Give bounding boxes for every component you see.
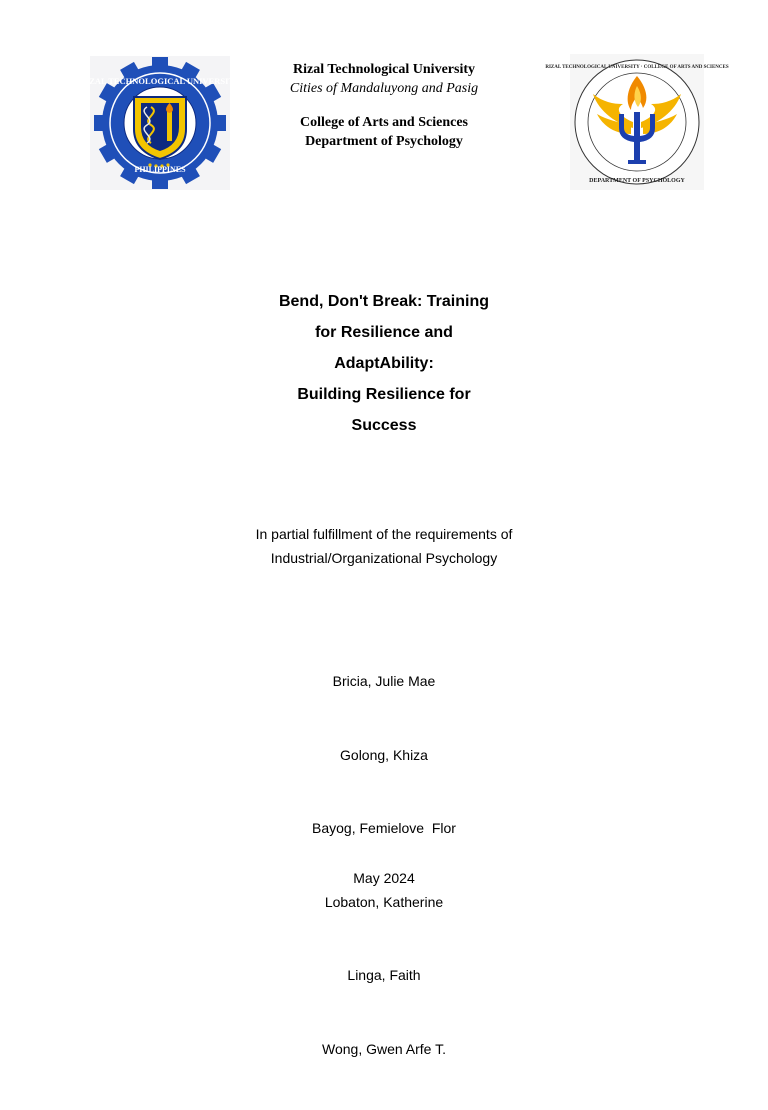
fulfillment-line-2: Industrial/Organizational Psychology [270,550,498,566]
fulfillment-line-1: In partial fulfillment of the requirements of [255,526,513,542]
university-cities: Cities of Mandaluyong and Pasig [289,81,479,96]
author-name: Lobaton, Katherine [324,893,444,910]
psychology-dept-seal-icon [545,54,729,190]
rtu-seal-ring-text: RIZAL TECHNOLOGICAL UNIVERSITY [79,76,241,86]
document-title [184,286,584,441]
university-name: Rizal Technological University [293,62,475,77]
psychology-seal-ring-text-bottom: DEPARTMENT OF PSYCHOLOGY [589,178,685,184]
author-name: Wong, Gwen Arfe T. [322,1040,446,1057]
department-name: Department of Psychology [305,134,463,149]
author-name: Linga, Faith [347,967,421,983]
author-name: Bricia, Julie Mae [332,673,436,689]
author-name: Bayog, Femielove Flor [312,820,456,836]
title-line-1: Bend, Don't Break: Training [278,293,490,310]
author-name: Golong, Khiza [340,746,428,763]
title-line-5: Success [351,417,417,434]
title-line-3: AdaptAbility: [334,355,434,372]
submission-date: May 2024 [353,870,415,886]
author-list [234,620,534,1110]
title-line-2: for Resilience and [315,324,453,341]
document-header [230,60,538,151]
college-name: College of Arts and Sciences [300,115,468,130]
rtu-seal-icon [79,56,241,190]
psychology-seal-ring-text-top: RIZAL TECHNOLOGICAL UNIVERSITY · COLLEGE OF ARTS AND SCIENCES [545,65,729,70]
rtu-seal-bottom-text: PHILIPPINES [134,165,186,174]
fulfillment-statement [184,522,584,570]
title-line-4: Building Resilience for [297,386,471,403]
